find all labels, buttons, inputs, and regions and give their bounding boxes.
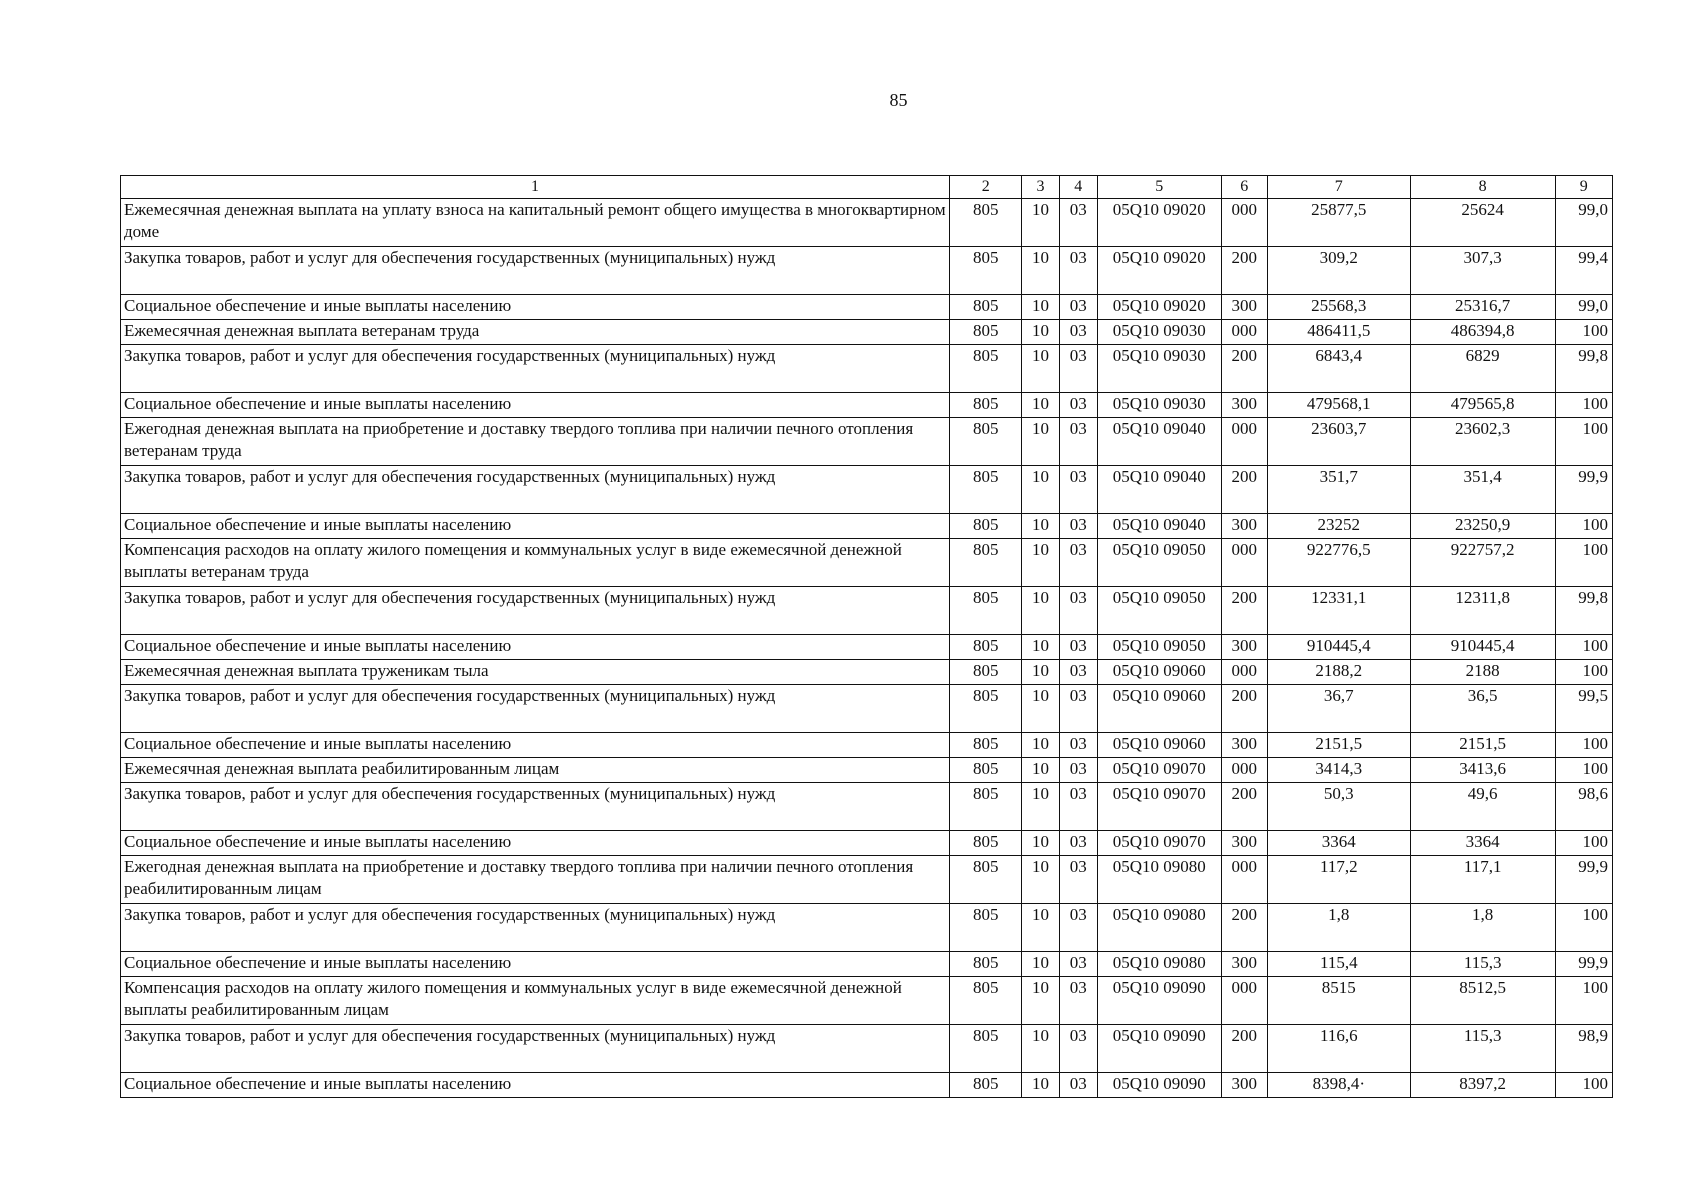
execution-percent-cell: 99,0 <box>1555 199 1612 247</box>
section-cell: 10 <box>1022 904 1059 952</box>
expense-type-cell: 300 <box>1221 295 1267 320</box>
admin-code-cell: 805 <box>950 1073 1022 1098</box>
target-article-cell: 05Q10 09020 <box>1097 247 1221 295</box>
subsection-cell: 03 <box>1059 904 1097 952</box>
target-article-cell: 05Q10 09070 <box>1097 783 1221 831</box>
target-article-cell: 05Q10 09090 <box>1097 977 1221 1025</box>
section-cell: 10 <box>1022 1025 1059 1073</box>
target-article-cell: 05Q10 09020 <box>1097 199 1221 247</box>
admin-code-cell: 805 <box>950 783 1022 831</box>
planned-amount-cell: 309,2 <box>1267 247 1410 295</box>
target-article-cell: 05Q10 09030 <box>1097 320 1221 345</box>
subsection-cell: 03 <box>1059 320 1097 345</box>
subsection-cell: 03 <box>1059 295 1097 320</box>
section-cell: 10 <box>1022 831 1059 856</box>
row-name-cell: Ежемесячная денежная выплата труженикам тыла <box>121 660 950 685</box>
execution-percent-cell: 99,9 <box>1555 856 1612 904</box>
subsection-cell: 03 <box>1059 952 1097 977</box>
admin-code-cell: 805 <box>950 320 1022 345</box>
subsection-cell: 03 <box>1059 685 1097 733</box>
executed-amount-cell: 486394,8 <box>1410 320 1555 345</box>
target-article-cell: 05Q10 09090 <box>1097 1025 1221 1073</box>
admin-code-cell: 805 <box>950 977 1022 1025</box>
planned-amount-cell: 36,7 <box>1267 685 1410 733</box>
subsection-cell: 03 <box>1059 660 1097 685</box>
execution-percent-cell: 99,5 <box>1555 685 1612 733</box>
section-cell: 10 <box>1022 758 1059 783</box>
table-row <box>121 1025 1613 1073</box>
planned-amount-cell: 25877,5 <box>1267 199 1410 247</box>
row-name-cell: Ежемесячная денежная выплата ветеранам труда <box>121 320 950 345</box>
expense-type-cell: 200 <box>1221 345 1267 393</box>
row-name-cell: Социальное обеспечение и иные выплаты населению <box>121 831 950 856</box>
executed-amount-cell: 25624 <box>1410 199 1555 247</box>
section-cell: 10 <box>1022 393 1059 418</box>
subsection-cell: 03 <box>1059 1073 1097 1098</box>
subsection-cell: 03 <box>1059 247 1097 295</box>
table-row <box>121 587 1613 635</box>
table-row <box>121 635 1613 660</box>
section-cell: 10 <box>1022 856 1059 904</box>
table-row <box>121 320 1613 345</box>
section-cell: 10 <box>1022 514 1059 539</box>
execution-percent-cell: 100 <box>1555 660 1612 685</box>
subsection-cell: 03 <box>1059 514 1097 539</box>
expense-type-cell: 000 <box>1221 977 1267 1025</box>
row-name-cell: Закупка товаров, работ и услуг для обеспечения государственных (муниципальных) нужд <box>121 345 950 393</box>
table-row <box>121 856 1613 904</box>
planned-amount-cell: 486411,5 <box>1267 320 1410 345</box>
executed-amount-cell: 2188 <box>1410 660 1555 685</box>
row-name-cell: Социальное обеспечение и иные выплаты населению <box>121 514 950 539</box>
planned-amount-cell: 3414,3 <box>1267 758 1410 783</box>
planned-amount-cell: 922776,5 <box>1267 539 1410 587</box>
row-name-cell: Социальное обеспечение и иные выплаты населению <box>121 1073 950 1098</box>
execution-percent-cell: 99,9 <box>1555 466 1612 514</box>
planned-amount-cell: 12331,1 <box>1267 587 1410 635</box>
planned-amount-cell: 8515 <box>1267 977 1410 1025</box>
section-cell: 10 <box>1022 418 1059 466</box>
target-article-cell: 05Q10 09070 <box>1097 758 1221 783</box>
executed-amount-cell: 6829 <box>1410 345 1555 393</box>
expense-type-cell: 200 <box>1221 587 1267 635</box>
admin-code-cell: 805 <box>950 758 1022 783</box>
planned-amount-cell: 23603,7 <box>1267 418 1410 466</box>
header-cell: 6 <box>1221 176 1267 199</box>
executed-amount-cell: 479565,8 <box>1410 393 1555 418</box>
header-cell: 7 <box>1267 176 1410 199</box>
table-row <box>121 247 1613 295</box>
subsection-cell: 03 <box>1059 733 1097 758</box>
subsection-cell: 03 <box>1059 345 1097 393</box>
table-row <box>121 295 1613 320</box>
execution-percent-cell: 99,8 <box>1555 587 1612 635</box>
expense-type-cell: 300 <box>1221 952 1267 977</box>
row-name-cell: Закупка товаров, работ и услуг для обеспечения государственных (муниципальных) нужд <box>121 466 950 514</box>
execution-percent-cell: 100 <box>1555 831 1612 856</box>
table-row <box>121 952 1613 977</box>
planned-amount-cell: 2188,2 <box>1267 660 1410 685</box>
admin-code-cell: 805 <box>950 904 1022 952</box>
planned-amount-cell: 23252 <box>1267 514 1410 539</box>
target-article-cell: 05Q10 09050 <box>1097 587 1221 635</box>
executed-amount-cell: 8512,5 <box>1410 977 1555 1025</box>
target-article-cell: 05Q10 09050 <box>1097 635 1221 660</box>
planned-amount-cell: 50,3 <box>1267 783 1410 831</box>
expense-type-cell: 000 <box>1221 539 1267 587</box>
section-cell: 10 <box>1022 587 1059 635</box>
subsection-cell: 03 <box>1059 758 1097 783</box>
expense-type-cell: 200 <box>1221 783 1267 831</box>
admin-code-cell: 805 <box>950 539 1022 587</box>
row-name-cell: Закупка товаров, работ и услуг для обеспечения государственных (муниципальных) нужд <box>121 1025 950 1073</box>
execution-percent-cell: 98,9 <box>1555 1025 1612 1073</box>
planned-amount-cell: 115,4 <box>1267 952 1410 977</box>
table-row <box>121 539 1613 587</box>
execution-percent-cell: 100 <box>1555 733 1612 758</box>
planned-amount-cell: 479568,1 <box>1267 393 1410 418</box>
executed-amount-cell: 115,3 <box>1410 1025 1555 1073</box>
row-name-cell: Социальное обеспечение и иные выплаты населению <box>121 952 950 977</box>
admin-code-cell: 805 <box>950 345 1022 393</box>
target-article-cell: 05Q10 09060 <box>1097 685 1221 733</box>
admin-code-cell: 805 <box>950 514 1022 539</box>
expense-type-cell: 300 <box>1221 514 1267 539</box>
table-row <box>121 514 1613 539</box>
planned-amount-cell: 351,7 <box>1267 466 1410 514</box>
section-cell: 10 <box>1022 783 1059 831</box>
subsection-cell: 03 <box>1059 587 1097 635</box>
subsection-cell: 03 <box>1059 539 1097 587</box>
execution-percent-cell: 100 <box>1555 514 1612 539</box>
header-cell: 9 <box>1555 176 1612 199</box>
executed-amount-cell: 922757,2 <box>1410 539 1555 587</box>
target-article-cell: 05Q10 09080 <box>1097 952 1221 977</box>
expense-type-cell: 300 <box>1221 393 1267 418</box>
subsection-cell: 03 <box>1059 977 1097 1025</box>
table-row <box>121 685 1613 733</box>
admin-code-cell: 805 <box>950 466 1022 514</box>
table-row <box>121 199 1613 247</box>
expense-type-cell: 200 <box>1221 904 1267 952</box>
table-row <box>121 418 1613 466</box>
executed-amount-cell: 910445,4 <box>1410 635 1555 660</box>
executed-amount-cell: 307,3 <box>1410 247 1555 295</box>
table-row <box>121 783 1613 831</box>
expense-type-cell: 200 <box>1221 1025 1267 1073</box>
row-name-cell: Закупка товаров, работ и услуг для обеспечения государственных (муниципальных) нужд <box>121 685 950 733</box>
admin-code-cell: 805 <box>950 856 1022 904</box>
expense-type-cell: 200 <box>1221 685 1267 733</box>
execution-percent-cell: 100 <box>1555 977 1612 1025</box>
executed-amount-cell: 3413,6 <box>1410 758 1555 783</box>
admin-code-cell: 805 <box>950 1025 1022 1073</box>
admin-code-cell: 805 <box>950 587 1022 635</box>
page-number: 85 <box>889 90 908 110</box>
subsection-cell: 03 <box>1059 831 1097 856</box>
planned-amount-cell: 2151,5 <box>1267 733 1410 758</box>
table-row <box>121 831 1613 856</box>
executed-amount-cell: 115,3 <box>1410 952 1555 977</box>
header-cell: 3 <box>1022 176 1059 199</box>
target-article-cell: 05Q10 09070 <box>1097 831 1221 856</box>
target-article-cell: 05Q10 09020 <box>1097 295 1221 320</box>
execution-percent-cell: 100 <box>1555 418 1612 466</box>
table-header-row <box>121 176 1613 199</box>
executed-amount-cell: 12311,8 <box>1410 587 1555 635</box>
executed-amount-cell: 49,6 <box>1410 783 1555 831</box>
row-name-cell: Закупка товаров, работ и услуг для обеспечения государственных (муниципальных) нужд <box>121 783 950 831</box>
target-article-cell: 05Q10 09080 <box>1097 856 1221 904</box>
section-cell: 10 <box>1022 977 1059 1025</box>
execution-percent-cell: 99,0 <box>1555 295 1612 320</box>
target-article-cell: 05Q10 09040 <box>1097 466 1221 514</box>
subsection-cell: 03 <box>1059 199 1097 247</box>
subsection-cell: 03 <box>1059 466 1097 514</box>
target-article-cell: 05Q10 09060 <box>1097 660 1221 685</box>
table-row <box>121 660 1613 685</box>
section-cell: 10 <box>1022 635 1059 660</box>
execution-percent-cell: 99,9 <box>1555 952 1612 977</box>
executed-amount-cell: 1,8 <box>1410 904 1555 952</box>
header-cell: 8 <box>1410 176 1555 199</box>
execution-percent-cell: 100 <box>1555 539 1612 587</box>
budget-table <box>120 175 1613 1098</box>
execution-percent-cell: 100 <box>1555 1073 1612 1098</box>
executed-amount-cell: 117,1 <box>1410 856 1555 904</box>
target-article-cell: 05Q10 09090 <box>1097 1073 1221 1098</box>
executed-amount-cell: 36,5 <box>1410 685 1555 733</box>
table-row <box>121 904 1613 952</box>
row-name-cell: Социальное обеспечение и иные выплаты населению <box>121 635 950 660</box>
expense-type-cell: 000 <box>1221 660 1267 685</box>
subsection-cell: 03 <box>1059 856 1097 904</box>
execution-percent-cell: 99,4 <box>1555 247 1612 295</box>
admin-code-cell: 805 <box>950 635 1022 660</box>
expense-type-cell: 200 <box>1221 247 1267 295</box>
expense-type-cell: 300 <box>1221 1073 1267 1098</box>
subsection-cell: 03 <box>1059 418 1097 466</box>
row-name-cell: Социальное обеспечение и иные выплаты населению <box>121 393 950 418</box>
admin-code-cell: 805 <box>950 831 1022 856</box>
row-name-cell: Компенсация расходов на оплату жилого помещения и коммунальных услуг в виде ежемесячной денежной выплаты реабилитированным лицам <box>121 977 950 1025</box>
header-cell: 1 <box>121 176 950 199</box>
row-name-cell: Компенсация расходов на оплату жилого помещения и коммунальных услуг в виде ежемесячной денежной выплаты ветеранам труда <box>121 539 950 587</box>
admin-code-cell: 805 <box>950 685 1022 733</box>
row-name-cell: Ежемесячная денежная выплата на уплату взноса на капитальный ремонт общего имущества в многоквартирном доме <box>121 199 950 247</box>
section-cell: 10 <box>1022 345 1059 393</box>
row-name-cell: Закупка товаров, работ и услуг для обеспечения государственных (муниципальных) нужд <box>121 904 950 952</box>
table-row <box>121 393 1613 418</box>
planned-amount-cell: 910445,4 <box>1267 635 1410 660</box>
section-cell: 10 <box>1022 295 1059 320</box>
executed-amount-cell: 25316,7 <box>1410 295 1555 320</box>
planned-amount-cell: 8398,4· <box>1267 1073 1410 1098</box>
header-cell: 5 <box>1097 176 1221 199</box>
target-article-cell: 05Q10 09040 <box>1097 418 1221 466</box>
planned-amount-cell: 1,8 <box>1267 904 1410 952</box>
table-row <box>121 733 1613 758</box>
table-row <box>121 758 1613 783</box>
target-article-cell: 05Q10 09050 <box>1097 539 1221 587</box>
section-cell: 10 <box>1022 539 1059 587</box>
execution-percent-cell: 100 <box>1555 635 1612 660</box>
table-row <box>121 977 1613 1025</box>
planned-amount-cell: 6843,4 <box>1267 345 1410 393</box>
planned-amount-cell: 117,2 <box>1267 856 1410 904</box>
section-cell: 10 <box>1022 199 1059 247</box>
admin-code-cell: 805 <box>950 952 1022 977</box>
admin-code-cell: 805 <box>950 393 1022 418</box>
section-cell: 10 <box>1022 1073 1059 1098</box>
expense-type-cell: 000 <box>1221 856 1267 904</box>
target-article-cell: 05Q10 09080 <box>1097 904 1221 952</box>
expense-type-cell: 300 <box>1221 733 1267 758</box>
table-row <box>121 466 1613 514</box>
table-row <box>121 345 1613 393</box>
subsection-cell: 03 <box>1059 783 1097 831</box>
admin-code-cell: 805 <box>950 660 1022 685</box>
execution-percent-cell: 100 <box>1555 904 1612 952</box>
target-article-cell: 05Q10 09030 <box>1097 345 1221 393</box>
target-article-cell: 05Q10 09060 <box>1097 733 1221 758</box>
execution-percent-cell: 100 <box>1555 758 1612 783</box>
table-row <box>121 1073 1613 1098</box>
row-name-cell: Социальное обеспечение и иные выплаты населению <box>121 733 950 758</box>
expense-type-cell: 000 <box>1221 758 1267 783</box>
subsection-cell: 03 <box>1059 1025 1097 1073</box>
planned-amount-cell: 116,6 <box>1267 1025 1410 1073</box>
section-cell: 10 <box>1022 952 1059 977</box>
row-name-cell: Закупка товаров, работ и услуг для обеспечения государственных (муниципальных) нужд <box>121 247 950 295</box>
admin-code-cell: 805 <box>950 733 1022 758</box>
admin-code-cell: 805 <box>950 247 1022 295</box>
execution-percent-cell: 98,6 <box>1555 783 1612 831</box>
row-name-cell: Социальное обеспечение и иные выплаты населению <box>121 295 950 320</box>
planned-amount-cell: 3364 <box>1267 831 1410 856</box>
executed-amount-cell: 351,4 <box>1410 466 1555 514</box>
row-name-cell: Ежегодная денежная выплата на приобретение и доставку твердого топлива при наличии печного отопления реабилитированным лицам <box>121 856 950 904</box>
row-name-cell: Ежемесячная денежная выплата реабилитированным лицам <box>121 758 950 783</box>
section-cell: 10 <box>1022 660 1059 685</box>
subsection-cell: 03 <box>1059 635 1097 660</box>
executed-amount-cell: 8397,2 <box>1410 1073 1555 1098</box>
executed-amount-cell: 23602,3 <box>1410 418 1555 466</box>
row-name-cell: Ежегодная денежная выплата на приобретение и доставку твердого топлива при наличии печного отопления ветеранам труда <box>121 418 950 466</box>
section-cell: 10 <box>1022 466 1059 514</box>
admin-code-cell: 805 <box>950 295 1022 320</box>
subsection-cell: 03 <box>1059 393 1097 418</box>
section-cell: 10 <box>1022 733 1059 758</box>
executed-amount-cell: 3364 <box>1410 831 1555 856</box>
row-name-cell: Закупка товаров, работ и услуг для обеспечения государственных (муниципальных) нужд <box>121 587 950 635</box>
header-cell: 4 <box>1059 176 1097 199</box>
admin-code-cell: 805 <box>950 418 1022 466</box>
expense-type-cell: 000 <box>1221 199 1267 247</box>
section-cell: 10 <box>1022 247 1059 295</box>
target-article-cell: 05Q10 09030 <box>1097 393 1221 418</box>
execution-percent-cell: 99,8 <box>1555 345 1612 393</box>
expense-type-cell: 200 <box>1221 466 1267 514</box>
executed-amount-cell: 2151,5 <box>1410 733 1555 758</box>
section-cell: 10 <box>1022 320 1059 345</box>
expense-type-cell: 000 <box>1221 418 1267 466</box>
expense-type-cell: 000 <box>1221 320 1267 345</box>
executed-amount-cell: 23250,9 <box>1410 514 1555 539</box>
target-article-cell: 05Q10 09040 <box>1097 514 1221 539</box>
admin-code-cell: 805 <box>950 199 1022 247</box>
execution-percent-cell: 100 <box>1555 320 1612 345</box>
planned-amount-cell: 25568,3 <box>1267 295 1410 320</box>
expense-type-cell: 300 <box>1221 831 1267 856</box>
section-cell: 10 <box>1022 685 1059 733</box>
expense-type-cell: 300 <box>1221 635 1267 660</box>
execution-percent-cell: 100 <box>1555 393 1612 418</box>
header-cell: 2 <box>950 176 1022 199</box>
